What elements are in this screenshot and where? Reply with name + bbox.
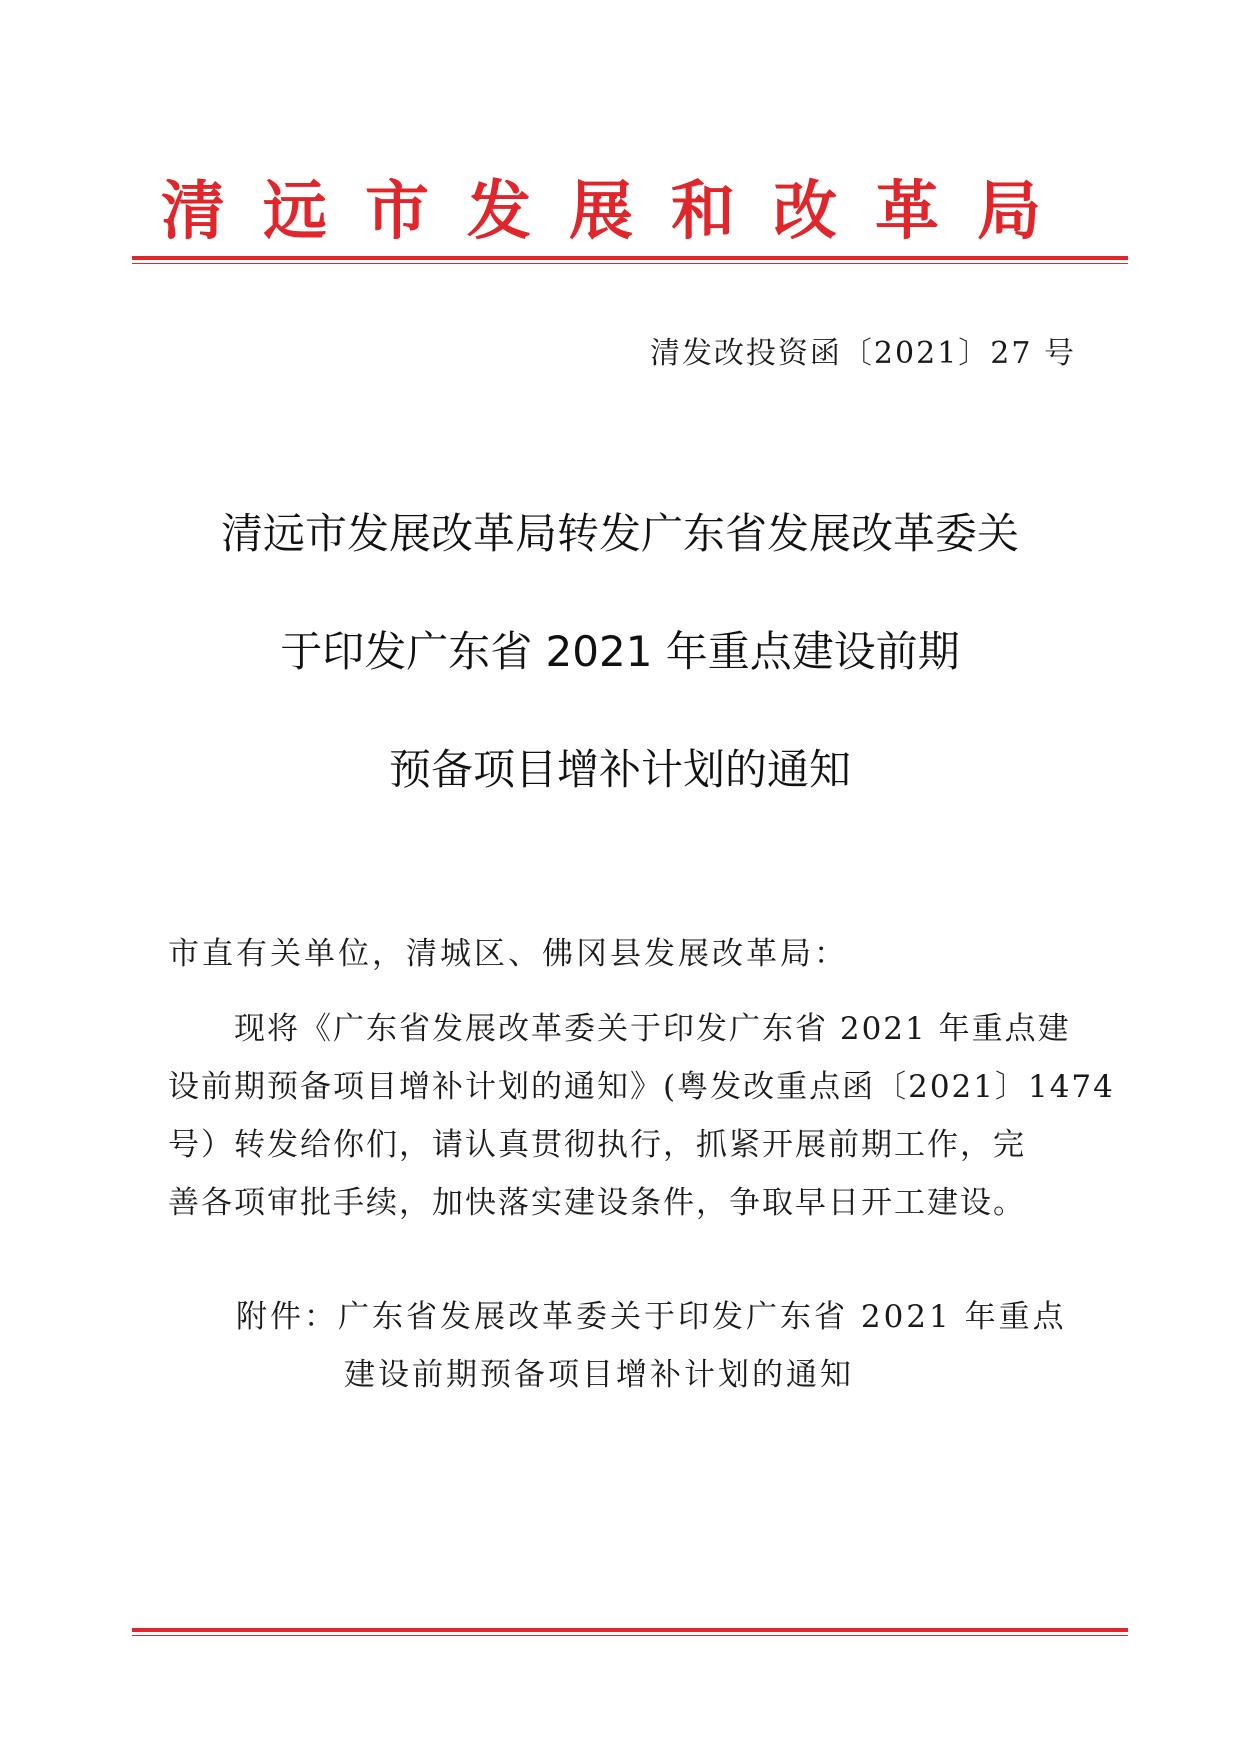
- body-line: 现将《广东省发展改革委关于印发广东省 2021 年重点建: [234, 1011, 1071, 1047]
- title-line: 预备项目增补计划的通知: [388, 745, 851, 794]
- footer-rule-thin: [132, 1635, 1128, 1636]
- footer-rule-thick: [132, 1628, 1128, 1632]
- attachment-note: [236, 1288, 1096, 1404]
- header-red-rule: [132, 256, 1128, 264]
- document-title: [120, 475, 1120, 829]
- title-line: 清远市发展改革局转发广东省发展改革委关: [220, 509, 1019, 558]
- agency-header-title: 清远市发展和改革局: [161, 175, 1079, 249]
- footer-red-rule: [132, 1628, 1128, 1636]
- attachment-line: 建设前期预备项目增补计划的通知: [344, 1357, 854, 1393]
- salutation: 市直有关单位，清城区、佛冈县发展改革局：: [168, 936, 848, 972]
- body-line: 善各项审批手续，加快落实建设条件，争取早日开工建设。: [168, 1185, 1026, 1221]
- body-line: 号）转发给你们，请认真贯彻执行，抓紧开展前期工作，完: [168, 1127, 1026, 1163]
- header-rule-thick: [132, 256, 1128, 260]
- header-rule-thin: [132, 263, 1128, 264]
- body-paragraph: [168, 1000, 1115, 1232]
- title-line: 于印发广东省 2021 年重点建设前期: [280, 627, 960, 676]
- body-line: 设前期预备项目增补计划的通知》(粤发改重点函〔2021〕1474: [168, 1069, 1115, 1105]
- attachment-line: 附件：广东省发展改革委关于印发广东省 2021 年重点: [236, 1299, 1067, 1335]
- document-number: 清发改投资函〔2021〕27 号: [649, 336, 1076, 371]
